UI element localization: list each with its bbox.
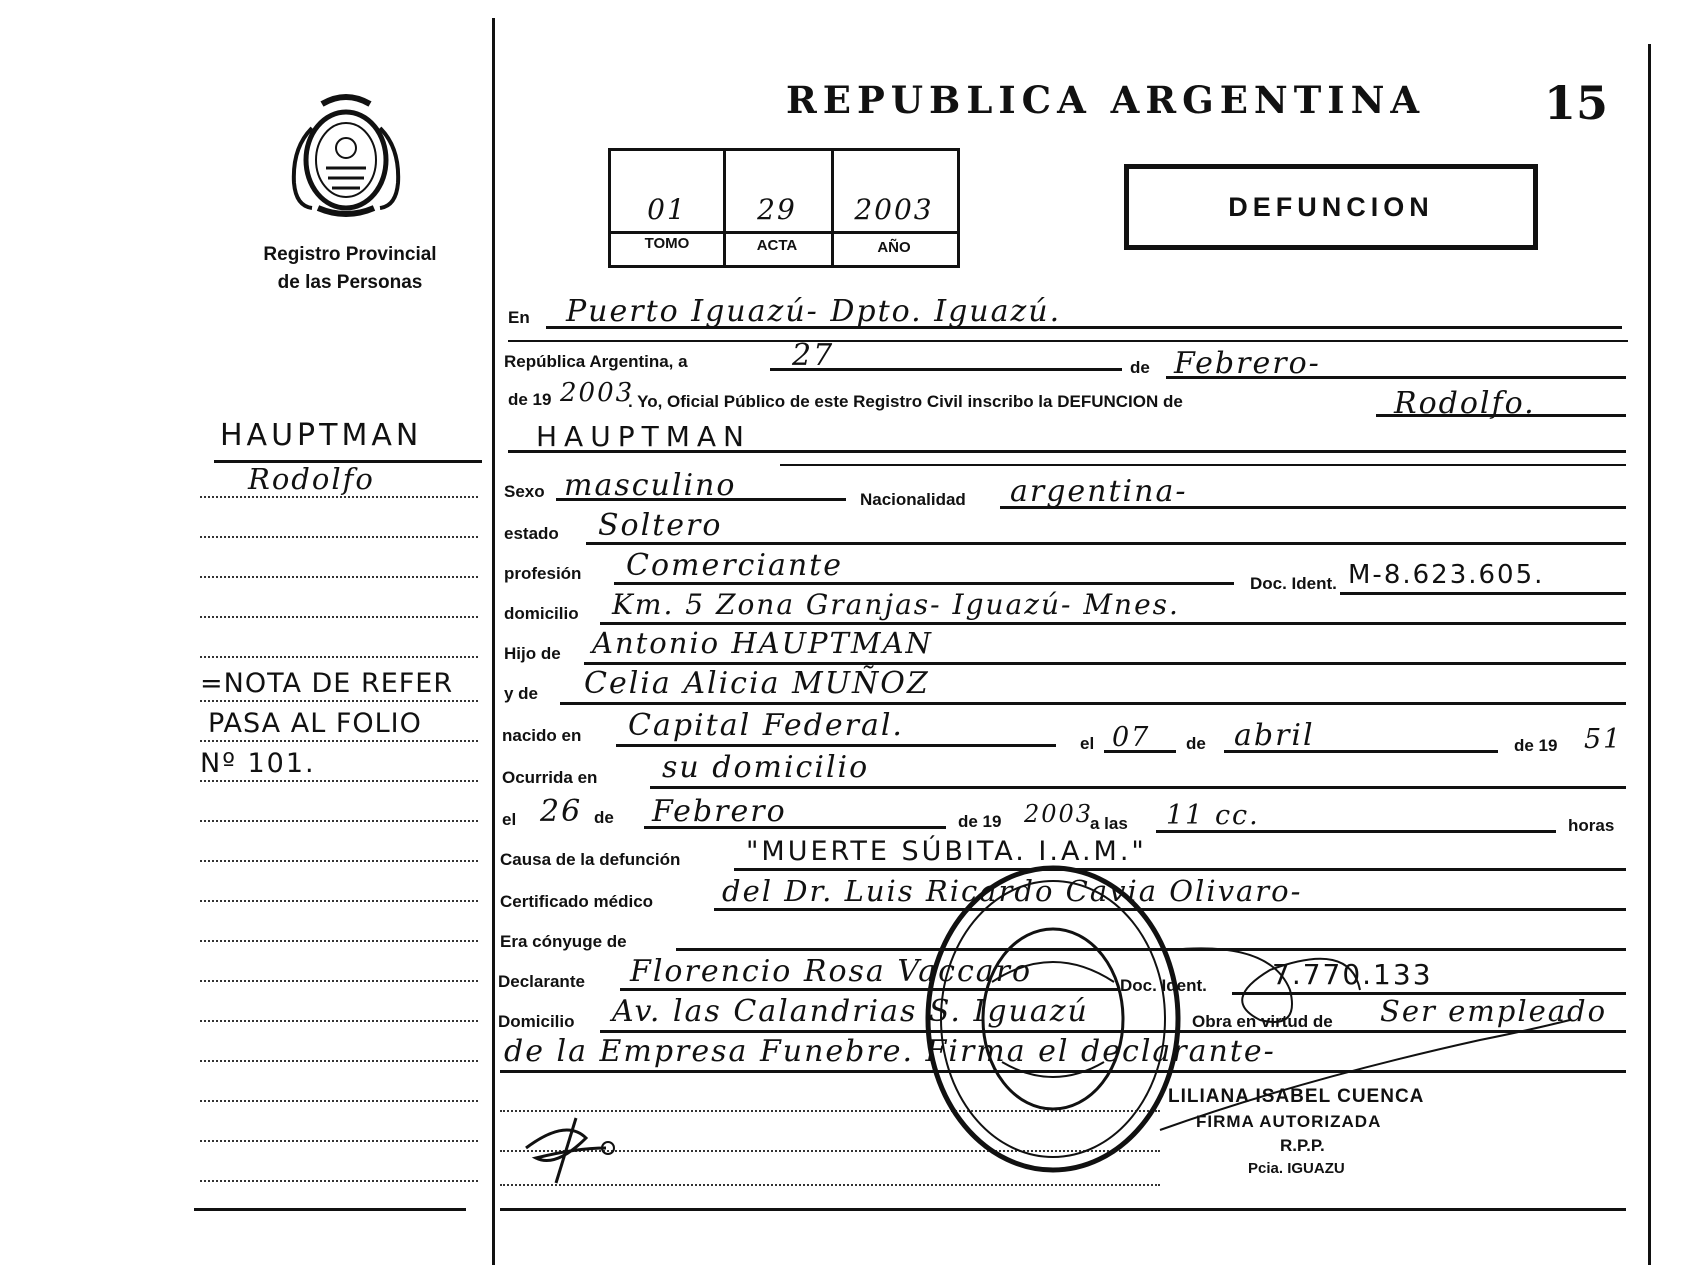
- day-value: 27: [792, 338, 835, 373]
- certificado-label: Certificado médico: [500, 892, 654, 911]
- day-line: [770, 368, 1122, 371]
- nac-year-value: 51: [1584, 724, 1623, 755]
- margin-note-line2: PASA AL FOLIO: [208, 708, 422, 739]
- declarante-label: Declarante: [498, 972, 585, 991]
- nacionalidad-line: [1000, 506, 1626, 509]
- record-type-box: DEFUNCION: [1124, 164, 1538, 250]
- place-value: Puerto Iguazú- Dpto. Iguazú.: [566, 294, 1062, 329]
- estado-label: estado: [504, 524, 559, 543]
- estado-line: [586, 542, 1626, 545]
- margin-line-3: [200, 576, 478, 578]
- nac-month-line: [1224, 750, 1498, 753]
- margin-rule-bottom: [194, 1208, 466, 1211]
- acta-value: 29: [757, 193, 797, 226]
- ano-value: 2003: [854, 193, 934, 226]
- alas-label: a las: [1090, 814, 1128, 833]
- margin-line-8: [200, 780, 478, 782]
- yde-label: y de: [504, 684, 539, 703]
- madre-value: Celia Alicia MUÑOZ: [584, 666, 930, 701]
- padre-line: [584, 662, 1626, 665]
- def-day-value: 26: [540, 794, 583, 829]
- ocurrida-label: Ocurrida en: [502, 768, 598, 787]
- margin-line-11: [200, 900, 478, 902]
- sexo-line: [556, 498, 846, 501]
- certificado-value: del Dr. Luis Ricardo Cavia Olivaro-: [722, 874, 1303, 908]
- crest-icon: [282, 88, 410, 218]
- republica-label: República Argentina, a: [504, 352, 688, 371]
- obra-value-2: de la Empresa Funebre. Firma el declarante-: [504, 1034, 1276, 1069]
- yo-text: . Yo, Oficial Público de este Registro Civil inscribo la DEFUNCION de: [628, 392, 1183, 411]
- margin-line-12: [200, 940, 478, 942]
- margin-line-9: [200, 820, 478, 822]
- margin-line-2: [200, 536, 478, 538]
- nacionalidad-value: argentina-: [1010, 474, 1188, 509]
- def-month-line: [644, 826, 946, 829]
- doc-value: M-8.623.605.: [1348, 560, 1545, 590]
- deceased-first-value: Rodolfo.: [1394, 386, 1536, 421]
- declarante-doc-value: 7.770.133: [1272, 958, 1433, 991]
- horas-label: horas: [1568, 816, 1615, 835]
- ocurrida-value: su domicilio: [662, 750, 870, 785]
- margin-line-4: [200, 616, 478, 618]
- conyuge-label: Era cónyuge de: [500, 932, 627, 951]
- doc-ident2-label: Doc. Ident.: [1120, 976, 1207, 995]
- ocurrida-line: [650, 786, 1626, 789]
- margin-line-10: [200, 860, 478, 862]
- form-rule-bottom: [500, 1208, 1626, 1211]
- margin-surname: HAUPTMAN: [220, 418, 423, 453]
- nacido-lugar-line: [616, 744, 1056, 747]
- margin-line-13: [200, 980, 478, 982]
- country-title: REPUBLICA ARGENTINA: [786, 78, 1426, 122]
- padre-value: Antonio HAUPTMAN: [592, 626, 933, 660]
- deceased-last-line-2: [780, 464, 1626, 466]
- def-el-label: el: [502, 810, 517, 829]
- nac-el-label: el: [1080, 734, 1095, 753]
- obra-value-1: Ser empleado: [1380, 994, 1608, 1028]
- causa-label: Causa de la defunción: [500, 850, 681, 869]
- signer-org: R.P.P.: [1280, 1136, 1325, 1155]
- tomo-label: TOMO: [644, 235, 690, 252]
- def-de19-label: de 19: [958, 812, 1002, 831]
- madre-line: [560, 702, 1626, 705]
- def-month-value: Febrero: [652, 794, 787, 829]
- doc-label: Doc. Ident.: [1250, 574, 1337, 593]
- def-hour-line: [1156, 830, 1556, 833]
- def-hour-value: 11 cc.: [1166, 800, 1260, 831]
- profesion-value: Comerciante: [626, 548, 843, 583]
- month-value: Febrero-: [1174, 346, 1321, 381]
- year-value: 2003: [560, 378, 635, 408]
- margin-signature-icon: [516, 1108, 626, 1188]
- deceased-first-line: [1376, 414, 1626, 417]
- declarante-domicilio-value: Av. las Calandrias S. Iguazú: [612, 994, 1089, 1029]
- en-line-2: [508, 340, 1628, 342]
- margin-note-line1: =NOTA DE REFER: [200, 668, 454, 699]
- tomo-value: 01: [647, 193, 687, 226]
- domicilio-value: Km. 5 Zona Granjas- Iguazú- Mnes.: [612, 588, 1180, 621]
- margin-line-17: [200, 1140, 478, 1142]
- margin-line-7: [200, 740, 478, 742]
- nacido-label: nacido en: [502, 726, 582, 745]
- margin-line-16: [200, 1100, 478, 1102]
- official-stamp-icon: [922, 862, 1184, 1176]
- signer-place: Pcia. IGUAZU: [1248, 1160, 1345, 1177]
- hijo-label: Hijo de: [504, 644, 561, 663]
- nac-de-label: de: [1186, 734, 1206, 753]
- declarante-value: Florencio Rosa Vaccaro: [630, 954, 1033, 989]
- en-label: En: [508, 308, 530, 327]
- margin-line-5: [200, 656, 478, 658]
- profesion-line: [614, 582, 1234, 585]
- estado-value: Soltero: [598, 508, 723, 543]
- domicilio-line: [600, 622, 1626, 625]
- nacionalidad-label: Nacionalidad: [860, 490, 966, 509]
- de-label: de: [1130, 358, 1150, 377]
- signer-name: LILIANA ISABEL CUENCA: [1168, 1086, 1425, 1107]
- margin-line-18: [200, 1180, 478, 1182]
- registry-line1: Registro Provincial: [263, 244, 437, 265]
- margin-line-14: [200, 1020, 478, 1022]
- deceased-last-line: [508, 450, 1626, 453]
- en-line: [546, 326, 1622, 329]
- left-frame-line: [492, 18, 495, 1265]
- registry-line2: de las Personas: [277, 272, 423, 293]
- def-de-label: de: [594, 808, 614, 827]
- record-box-label-line: [611, 231, 957, 234]
- margin-note-line3: Nº 101.: [200, 748, 316, 779]
- ano-label: AÑO: [877, 239, 911, 256]
- margin-line-1: [200, 496, 478, 498]
- nac-day-line: [1104, 750, 1176, 753]
- deceased-last-value: HAUPTMAN: [536, 420, 751, 453]
- causa-value: "MUERTE SÚBITA. I.A.M.": [746, 836, 1147, 867]
- month-line: [1166, 376, 1626, 379]
- domicilio2-label: Domicilio: [498, 1012, 575, 1031]
- sexo-value: masculino: [564, 468, 737, 503]
- signer-role: FIRMA AUTORIZADA: [1196, 1112, 1382, 1131]
- nac-de19-label: de 19: [1514, 736, 1558, 755]
- margin-line-15: [200, 1060, 478, 1062]
- nac-month-value: abril: [1234, 718, 1315, 753]
- def-year-value: 2003: [1024, 800, 1094, 828]
- de19-label: de 19: [508, 390, 552, 409]
- folio-number: 15: [1544, 76, 1609, 130]
- record-box: [608, 148, 960, 268]
- margin-line-6: [200, 700, 478, 702]
- doc-line: [1340, 592, 1626, 595]
- acta-label: ACTA: [756, 237, 798, 254]
- right-frame-line: [1648, 44, 1651, 1265]
- obra-label: Obra en virtud de: [1192, 1012, 1333, 1031]
- nac-day-value: 07: [1112, 722, 1151, 753]
- margin-given-name: Rodolfo: [248, 462, 375, 496]
- nacido-lugar-value: Capital Federal.: [628, 708, 904, 743]
- sexo-label: Sexo: [504, 482, 545, 501]
- profesion-label: profesión: [504, 564, 582, 583]
- domicilio-label: domicilio: [504, 604, 579, 623]
